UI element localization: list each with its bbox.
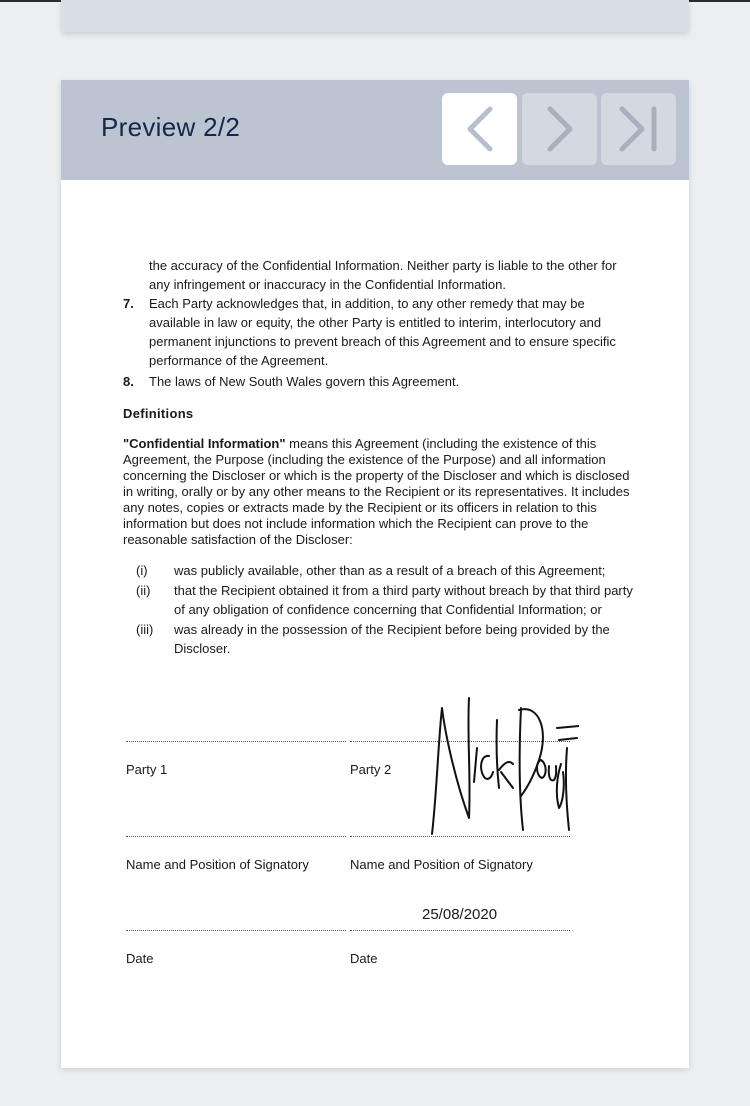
list-item-number: (ii) — [136, 583, 151, 598]
date1-label: Date — [126, 951, 154, 966]
definition-exclusions — [123, 561, 633, 658]
last-page-button[interactable] — [601, 93, 676, 165]
clause-8 — [123, 372, 633, 391]
clause-text: the accuracy of the Confidential Information. Neither party is liable to the other for any infringement or inaccuracy in the Confidential Information. — [149, 258, 617, 292]
name1-line — [126, 836, 346, 837]
list-item-number: (i) — [136, 563, 148, 578]
chevron-left-icon — [460, 104, 500, 154]
list-item-text: was already in the possession of the Recipient before being provided by the Discloser. — [174, 622, 610, 656]
clause-text: Each Party acknowledges that, in addition, to any other remedy that may be available in law or equity, the other Party is entitled to interim, interlocutory and permanent injunctions to prevent breach of this Agreement and to ensure specific performance of the Agreement. — [149, 296, 616, 368]
document-page — [123, 256, 633, 659]
list-item-number: (iii) — [136, 622, 154, 637]
handwritten-signature — [429, 690, 579, 840]
previous-page-button[interactable] — [442, 93, 517, 165]
clause-text: The laws of New South Wales govern this Agreement. — [149, 374, 460, 389]
name1-label: Name and Position of Signatory — [126, 857, 309, 872]
definition-paragraph — [123, 436, 633, 548]
clause-number: 7. — [123, 296, 134, 311]
date2-line — [350, 930, 570, 931]
next-page-button[interactable] — [522, 93, 597, 165]
list-item — [123, 620, 633, 658]
list-item — [123, 561, 633, 580]
previous-page-card — [61, 0, 689, 32]
list-item — [123, 581, 633, 619]
definition-text: means this Agreement (including the existence of this Agreement, the Purpose (including the existence of the Purpose) and all information concerning the Discloser or which is the property of the Discloser and which is disclosed in writing, orally or by any other means to the Recipient or its representatives. It includes any notes, copies or extracts made by the Recipient or its officers in relation to this information but does not include information which the Recipient can prove to the reasonable satisfaction of the Discloser: — [123, 436, 630, 547]
clause-7 — [123, 294, 633, 370]
name2-label: Name and Position of Signatory — [350, 857, 533, 872]
preview-card — [61, 80, 689, 1068]
list-item-text: that the Recipient obtained it from a third party without breach by that third party of any obligation of confidence concerning that Confidential Information; or — [174, 583, 633, 617]
date2-value: 25/08/2020 — [422, 906, 498, 923]
definition-term: "Confidential Information" — [123, 436, 286, 451]
clause-number: 8. — [123, 374, 134, 389]
list-item-text: was publicly available, other than as a result of a breach of this Agreement; — [174, 563, 606, 578]
definitions-heading: Definitions — [123, 406, 194, 421]
chevron-right-icon — [540, 104, 580, 154]
clause-continuation — [123, 256, 633, 294]
party1-signature-line — [126, 741, 346, 742]
date1-line — [126, 930, 346, 931]
preview-title: Preview 2/2 — [101, 112, 241, 142]
skip-to-end-icon — [614, 104, 664, 154]
date2-label: Date — [350, 951, 378, 966]
preview-header — [61, 80, 689, 180]
party1-label: Party 1 — [126, 762, 168, 777]
party2-label: Party 2 — [350, 762, 392, 777]
